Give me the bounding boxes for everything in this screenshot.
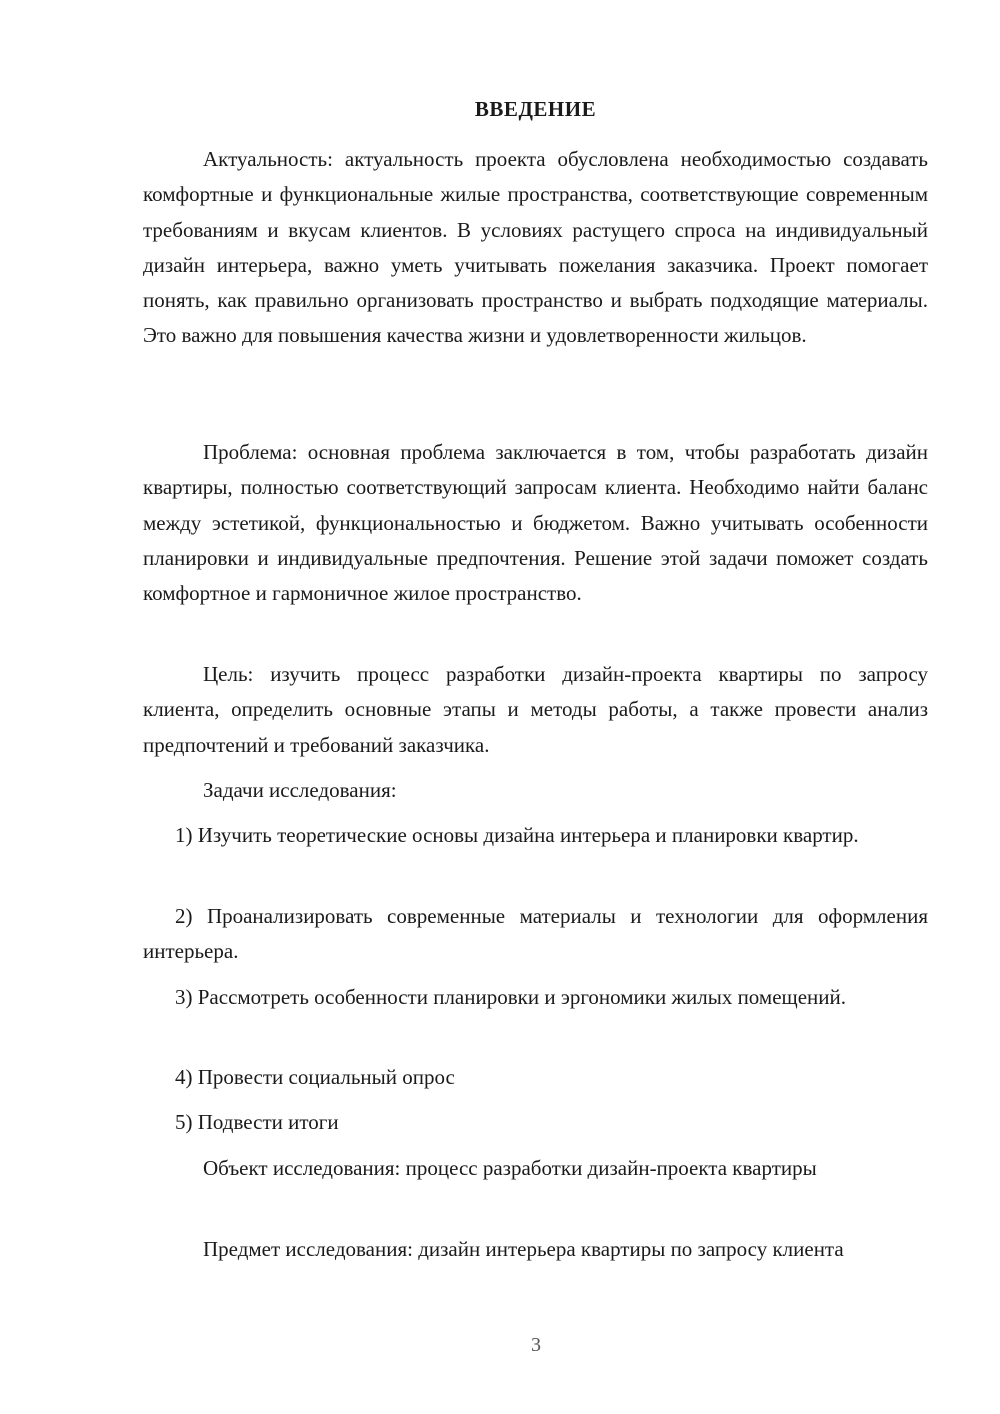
page-title: ВВЕДЕНИЕ xyxy=(474,97,597,121)
page-number: 3 xyxy=(531,1334,541,1356)
tasks-heading: Задачи исследования: xyxy=(203,778,397,802)
object-paragraph: Объект исследования: процесс разработки дизайн-проекта квартиры xyxy=(203,1156,817,1180)
goal-paragraph: Цель: изучить процесс разработки дизайн-проекта квартиры по запросу клиента, определить основные этапы и методы работы, а также провести анализ предпочтений и требований заказчика. xyxy=(143,662,928,757)
task-item: 3) Рассмотреть особенности планировки и эргономики жилых помещений. xyxy=(175,985,846,1009)
problem-paragraph: Проблема: основная проблема заключается в том, чтобы разработать дизайн квартиры, полностью соответствующий запросам клиента. Необходимо найти баланс между эстетикой, функциональностью и бюджетом. Важно учитывать особенности планировки и индивидуальные предпочтения. Решение этой задачи поможет создать комфортное и гармоничное жилое пространство. xyxy=(143,440,928,606)
task-item: 5) Подвести итоги xyxy=(175,1110,339,1134)
task-item: 4) Провести социальный опрос xyxy=(175,1065,455,1089)
task-item: 2) Проанализировать современные материалы и технологии для оформления интерьера. xyxy=(143,904,928,964)
relevance-paragraph: Актуальность: актуальность проекта обусловлена необходимостью создавать комфортные и функциональные жилые пространства, соответствующие современным требованиям и вкусам клиентов. В условиях растущего спроса на индивидуальный дизайн интерьера, важно уметь учитывать пожелания заказчика. Проект помогает понять, как правильно организовать пространство и выбрать подходящие материалы. Это важно для повышения качества жизни и удовлетворенности жильцов. xyxy=(143,147,928,348)
task-item: 1) Изучить теоретические основы дизайна интерьера и планировки квартир. xyxy=(175,823,859,847)
subject-paragraph: Предмет исследования: дизайн интерьера квартиры по запросу клиента xyxy=(203,1237,844,1261)
